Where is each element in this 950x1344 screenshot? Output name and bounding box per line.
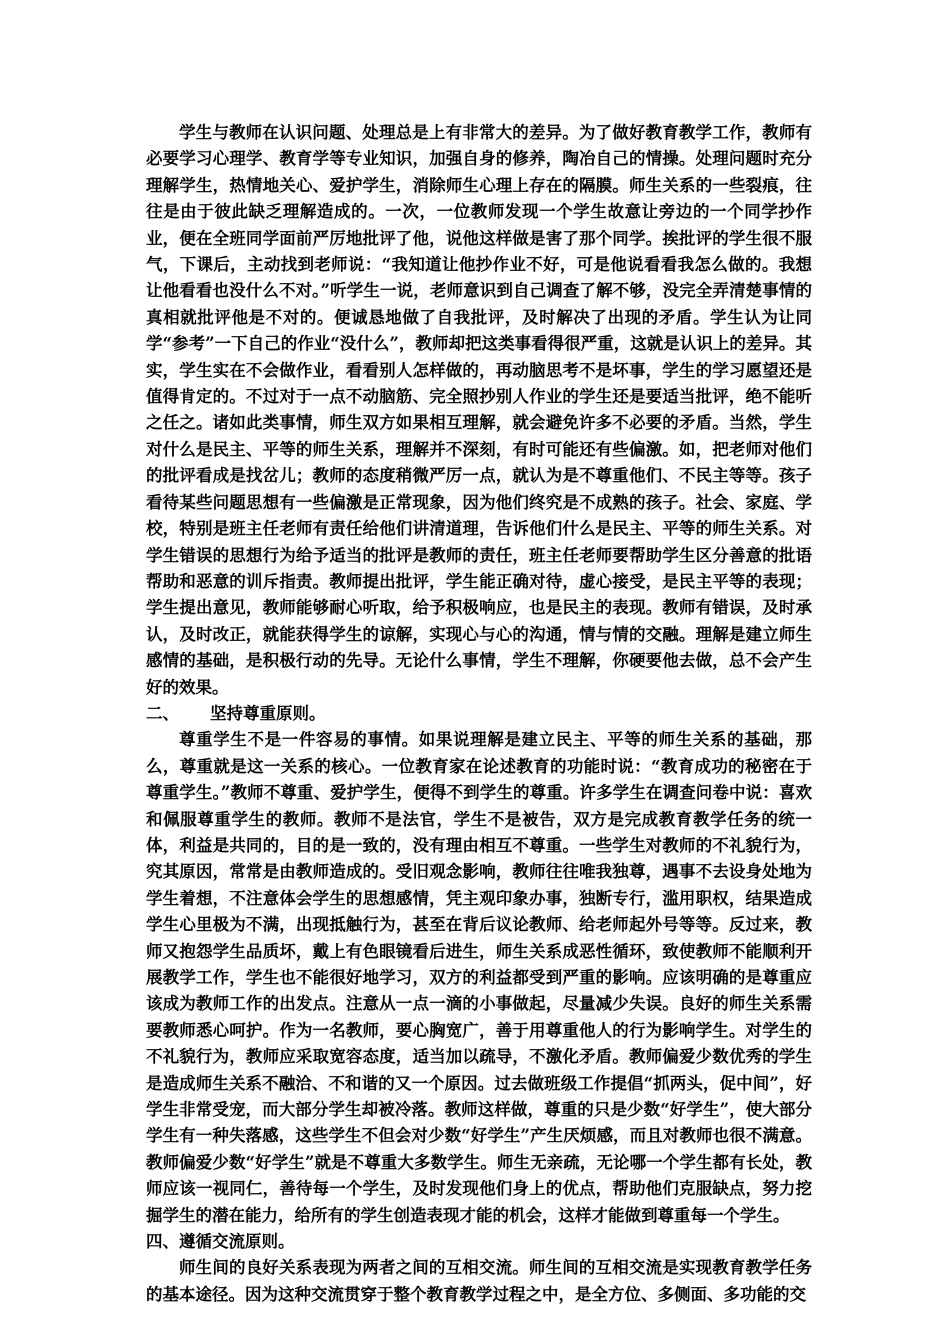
- section-title: 坚持尊重原则。: [210, 703, 326, 723]
- section-heading-respect: [146, 701, 812, 727]
- section-number: 二、: [146, 703, 179, 723]
- paragraph-respect: 尊重学生不是一件容易的事情。如果说理解是建立民主、平等的师生关系的基础，那么，尊重就是这一关系的核心。一位教育家在论述教育的功能时说：“教育成功的秘密在于尊重学生。”教师不尊重、爱护学生，便得不到学生的尊重。许多学生在调查问卷中说：喜欢和佩服尊重学生的教师。教师不是法官，学生不是被告，双方是完成教育教学任务的统一体，利益是共同的，目的是一致的，没有理由相互不尊重。一些学生对教师的不礼貌行为，究其原因，常常是由教师造成的。受旧观念影响，教师往往唯我独尊，遇事不去设身处地为学生着想，不注意体会学生的思想感情，凭主观印象办事，独断专行，滥用职权，结果造成学生心里极为不满，出现抵触行为，甚至在背后议论教师、给老师起外号等等。反过来，教师又抱怨学生品质坏，戴上有色眼镜看后进生，师生关系成恶性循环，致使教师不能顺利开展教学工作，学生也不能很好地学习，双方的利益都受到严重的影响。应该明确的是尊重应该成为教师工作的出发点。注意从一点一滴的小事做起，尽量减少失误。良好的师生关系需要教师悉心呵护。作为一名教师，要心胸宽广，善于用尊重他人的行为影响学生。对学生的不礼貌行为，教师应采取宽容态度，适当加以疏导，不激化矛盾。教师偏爱少数优秀的学生是造成师生关系不融洽、不和谐的又一个原因。过去做班级工作提倡“抓两头，促中间”，好学生非常受宠，而大部分学生却被冷落。教师这样做，尊重的只是少数“好学生”，使大部分学生有一种失落感，这些学生不但会对少数“好学生”产生厌烦感，而且对教师也很不满意。教师偏爱少数“好学生”就是不尊重大多数学生。师生无亲疏，无论哪一个学生都有长处，教师应该一视同仁，善待每一个学生，及时发现他们身上的优点，帮助他们克服缺点，努力挖掘学生的潜在能力，给所有的学生创造表现才能的机会，这样才能做到尊重每一个学生。: [146, 730, 812, 1225]
- section-heading-communication: 四、遵循交流原则。: [146, 1232, 295, 1252]
- paragraph-understanding: 学生与教师在认识问题、处理总是上有非常大的差异。为了做好教育教学工作，教师有必要学习心理学、教育学等专业知识，加强自身的修养，陶冶自己的情操。处理问题时充分理解学生，热情地关心、爱护学生，消除师生心理上存在的隔膜。师生关系的一些裂痕，往往是由于彼此缺乏理解造成的。一次，一位教师发现一个学生故意让旁边的一个同学抄作业，便在全班同学面前严厉地批评了他，说他这样做是害了那个同学。挨批评的学生很不服气，下课后，主动找到老师说：“我知道让他抄作业不好，可是他说看看我怎么做的。我想让他看看也没什么不对。”听学生一说，老师意识到自己调查了解不够，没完全弄清楚事情的真相就批评他是不对的。便诚恳地做了自我批评，及时解决了出现的矛盾。学生认为让同学“参考”一下自己的作业“没什么”，教师却把这类事看得很严重，这就是认识上的差异。其实，学生实在不会做作业，看看别人怎样做的，再动脑思考不是坏事，学生的学习愿望还是值得肯定的。不过对于一点不动脑筋、完全照抄别人作业的学生还是要适当批评，绝不能听之任之。诸如此类事情，师生双方如果相互理解，就会避免许多不必要的矛盾。当然，学生对什么是民主、平等的师生关系，理解并不深刻，有时可能还有些偏激。如，把老师对他们的批评看成是找岔儿；教师的态度稍微严厉一点，就认为是不尊重他们、不民主等等。孩子看待某些问题思想有一些偏激是正常现象，因为他们终究是不成熟的孩子。社会、家庭、学校，特别是班主任老师有责任给他们讲清道理，告诉他们什么是民主、平等的师生关系。对学生错误的思想行为给予适当的批评是教师的责任，班主任老师要帮助学生区分善意的批语帮助和恶意的训斥指责。教师提出批评，学生能正确对待，虚心接受，是民主平等的表现；学生提出意见，教师能够耐心听取，给予积极响应，也是民主的表现。教师有错误，及时承认，及时改正，就能获得学生的谅解，实现心与心的沟通，情与情的交融。理解是建立师生感情的基础，是积极行动的先导。无论什么事情，学生不理解，你硬要他去做，总不会产生好的效果。: [146, 123, 812, 697]
- paragraph-communication: 师生间的良好关系表现为两者之间的互相交流。师生间的互相交流是实现教育教学任务的基本途径。因为这种交流贯穿于整个教育教学过程之中，是全方位、多侧面、多功能的交: [146, 1258, 812, 1304]
- document-page: [146, 120, 812, 1308]
